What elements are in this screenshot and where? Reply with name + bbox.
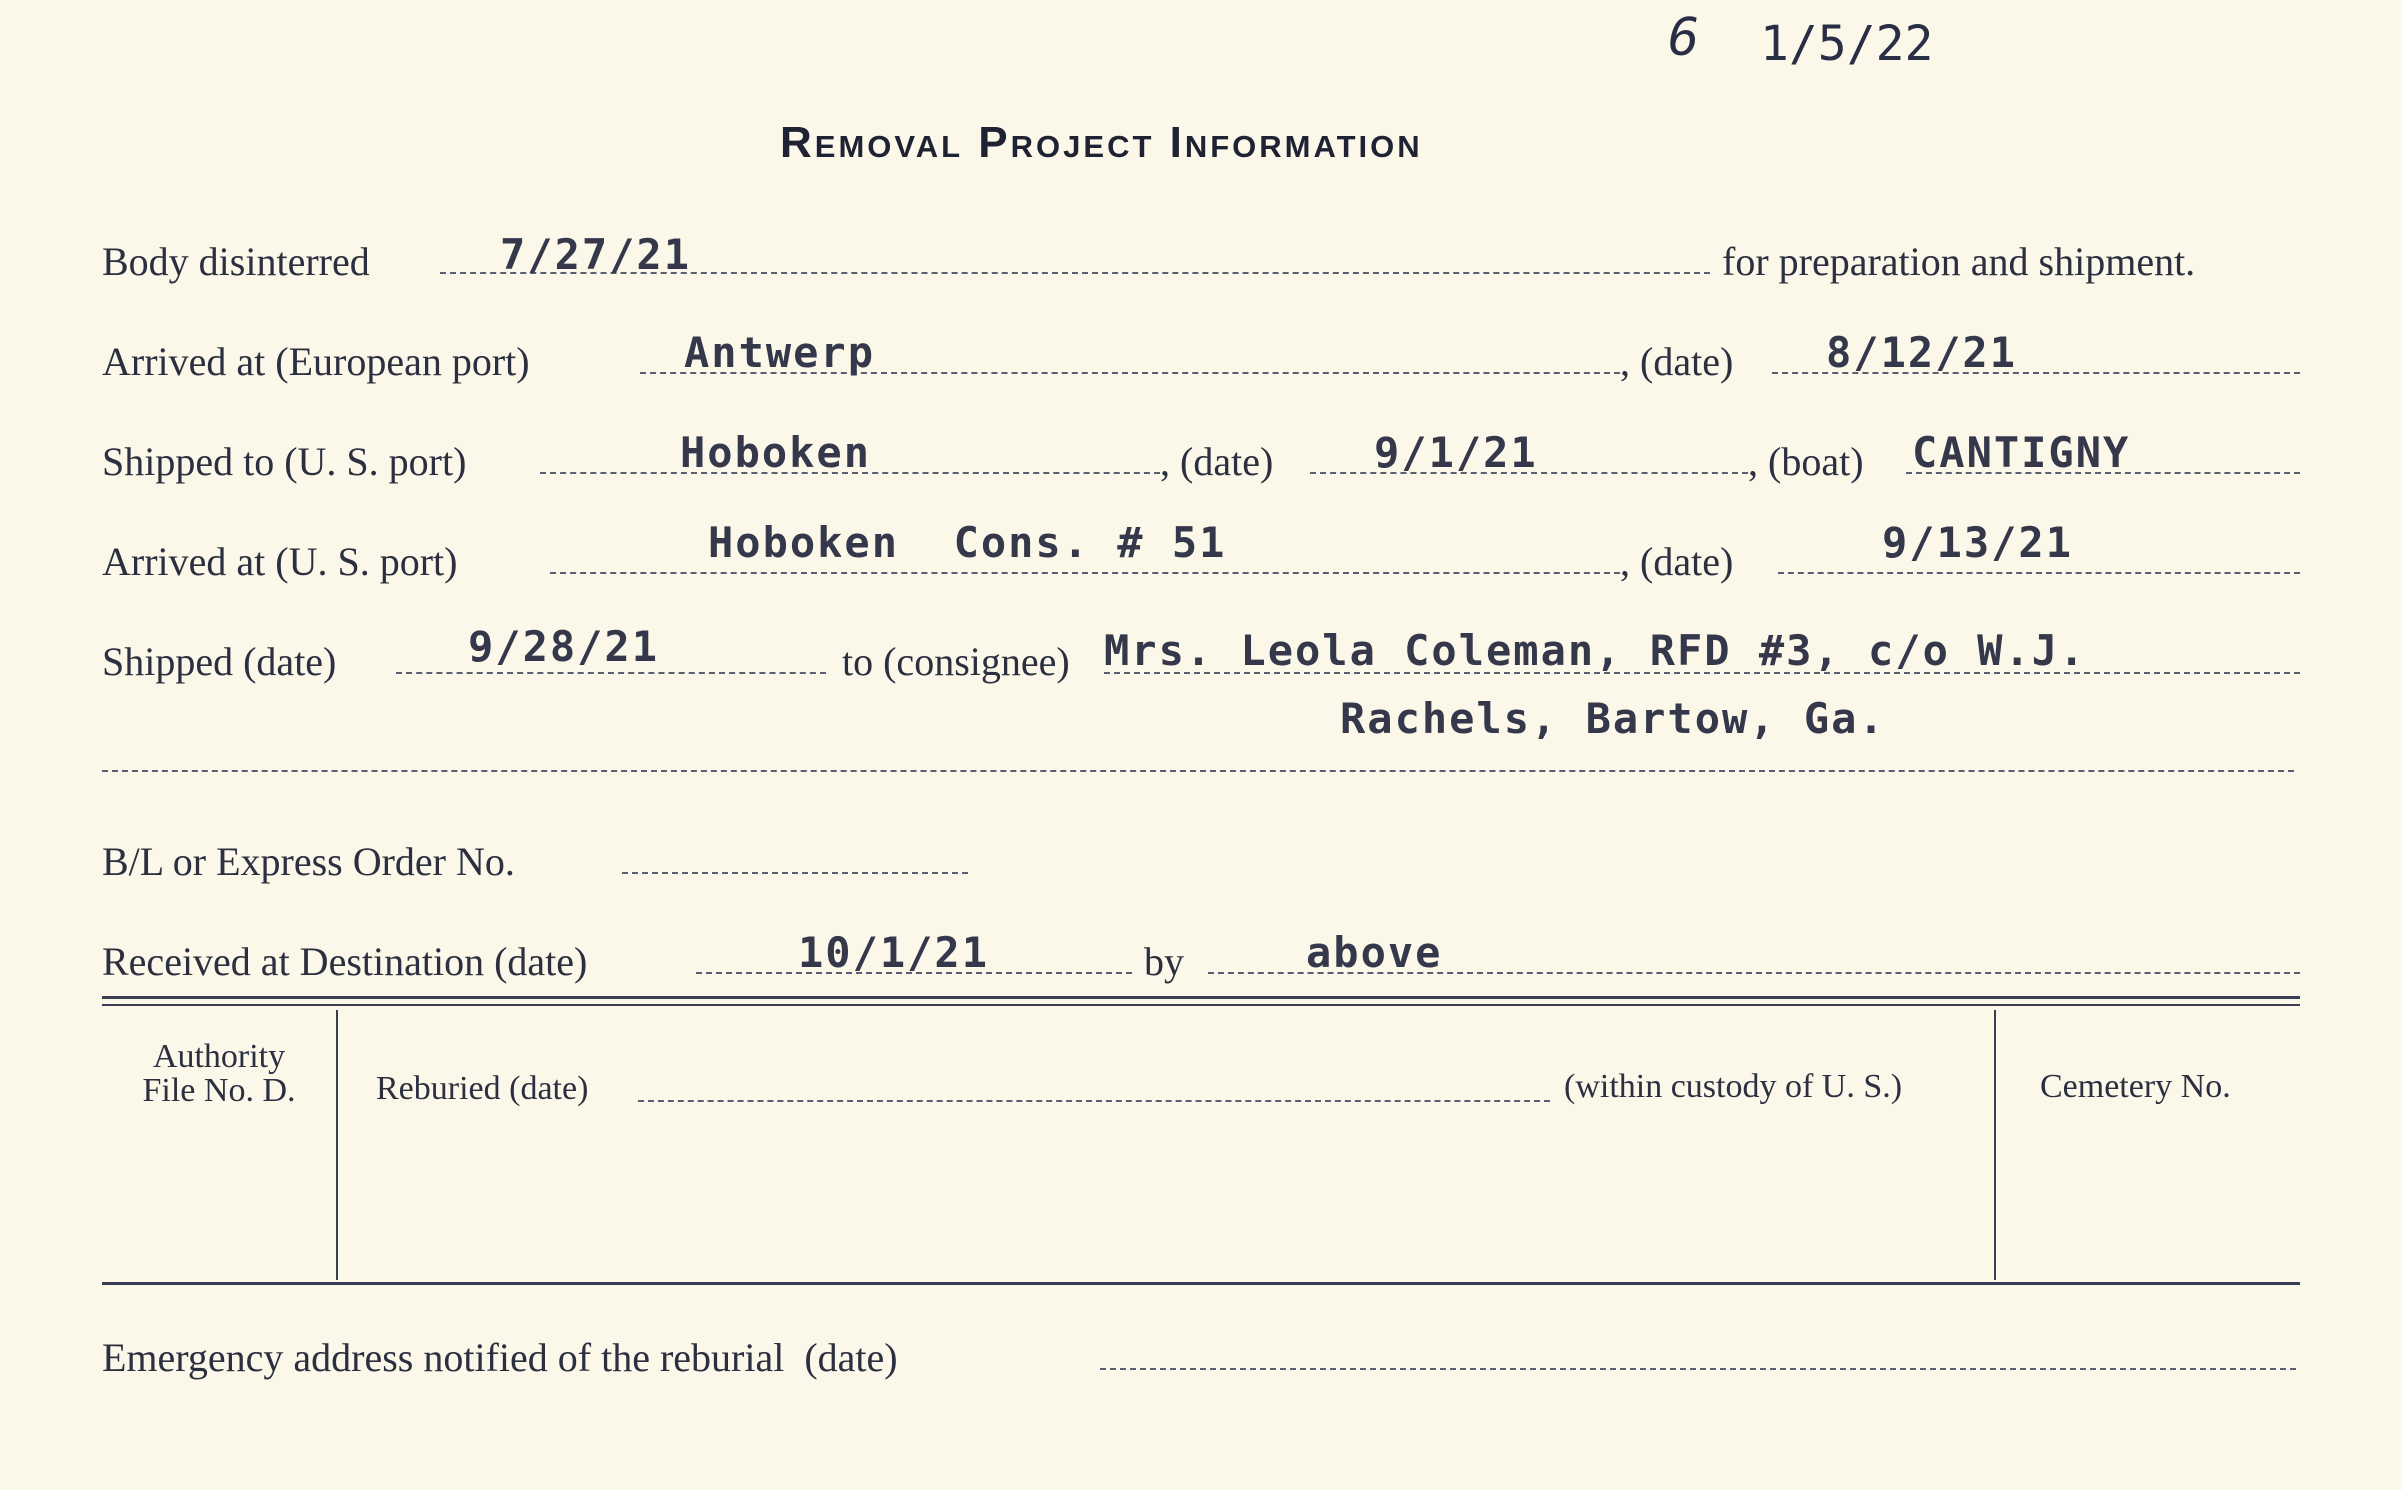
- consignee-line2: Rachels, Bartow, Ga.: [1340, 694, 1886, 743]
- shipped-to-us-date-label: , (date): [1160, 439, 1274, 484]
- shipped-date-value: 9/28/21: [468, 622, 660, 671]
- arrived-european-date-label: , (date): [1620, 339, 1734, 384]
- arrived-european-label: Arrived at (European port): [102, 339, 530, 384]
- cemetery-label: Cemetery No.: [2040, 1068, 2231, 1105]
- arrived-european-date: 8/12/21: [1826, 328, 2018, 377]
- authority-label-1: Authority: [152, 1038, 286, 1075]
- consignee-extra-line: [102, 770, 2294, 772]
- emergency-line: [1100, 1368, 2296, 1370]
- body-disinterred-label: Body disinterred: [102, 239, 370, 284]
- consignee-label: to (consignee): [842, 639, 1070, 684]
- table-top-rule: [102, 996, 2300, 999]
- authority-label-2: File No. D.: [142, 1072, 296, 1109]
- arrived-us-label: Arrived at (U. S. port): [102, 539, 458, 584]
- custody-label: (within custody of U. S.): [1564, 1068, 1903, 1105]
- reburied-line: [638, 1100, 1550, 1102]
- table-top-rule-inner: [102, 1004, 2300, 1006]
- arrived-us-date: 9/13/21: [1882, 518, 2074, 567]
- received-by-label: by: [1144, 939, 1184, 984]
- arrived-european-port: Antwerp: [684, 328, 876, 377]
- received-date: 10/1/21: [798, 928, 990, 977]
- shipped-to-us-boat: CANTIGNY: [1912, 428, 2131, 477]
- handwritten-mark: 6: [1668, 8, 1700, 68]
- table-bottom-rule: [102, 1282, 2300, 1285]
- table-divider-left: [336, 1010, 338, 1280]
- shipped-date-label: Shipped (date): [102, 639, 337, 684]
- received-by: above: [1306, 928, 1443, 977]
- arrived-us-date-label: , (date): [1620, 539, 1734, 584]
- received-label: Received at Destination (date): [102, 939, 588, 984]
- arrived-us-date-line: [1778, 572, 2300, 574]
- arrived-us-port: Hoboken Cons. # 51: [708, 518, 1227, 567]
- reburied-label: Reburied (date): [376, 1070, 589, 1107]
- shipped-to-us-label: Shipped to (U. S. port): [102, 439, 467, 484]
- handwritten-date: 1/5/22: [1760, 16, 1934, 72]
- card-title: Removal Project Information: [780, 118, 1423, 167]
- body-disinterred-suffix: for preparation and shipment.: [1722, 239, 2196, 284]
- shipped-date-line: [396, 672, 826, 674]
- arrived-us-port-line: [550, 572, 1620, 574]
- table-divider-right: [1994, 1010, 1996, 1280]
- body-disinterred-value: 7/27/21: [500, 230, 692, 279]
- bl-order-label: B/L or Express Order No.: [102, 839, 515, 884]
- shipped-to-us-port: Hoboken: [680, 428, 872, 477]
- emergency-label: Emergency address notified of the reburial (date): [102, 1335, 898, 1380]
- bl-order-line: [622, 872, 968, 874]
- consignee-line1: Mrs. Leola Coleman, RFD #3, c/o W.J.: [1104, 626, 2087, 675]
- shipped-to-us-date: 9/1/21: [1374, 428, 1538, 477]
- shipped-to-us-boat-label: , (boat): [1748, 439, 1864, 484]
